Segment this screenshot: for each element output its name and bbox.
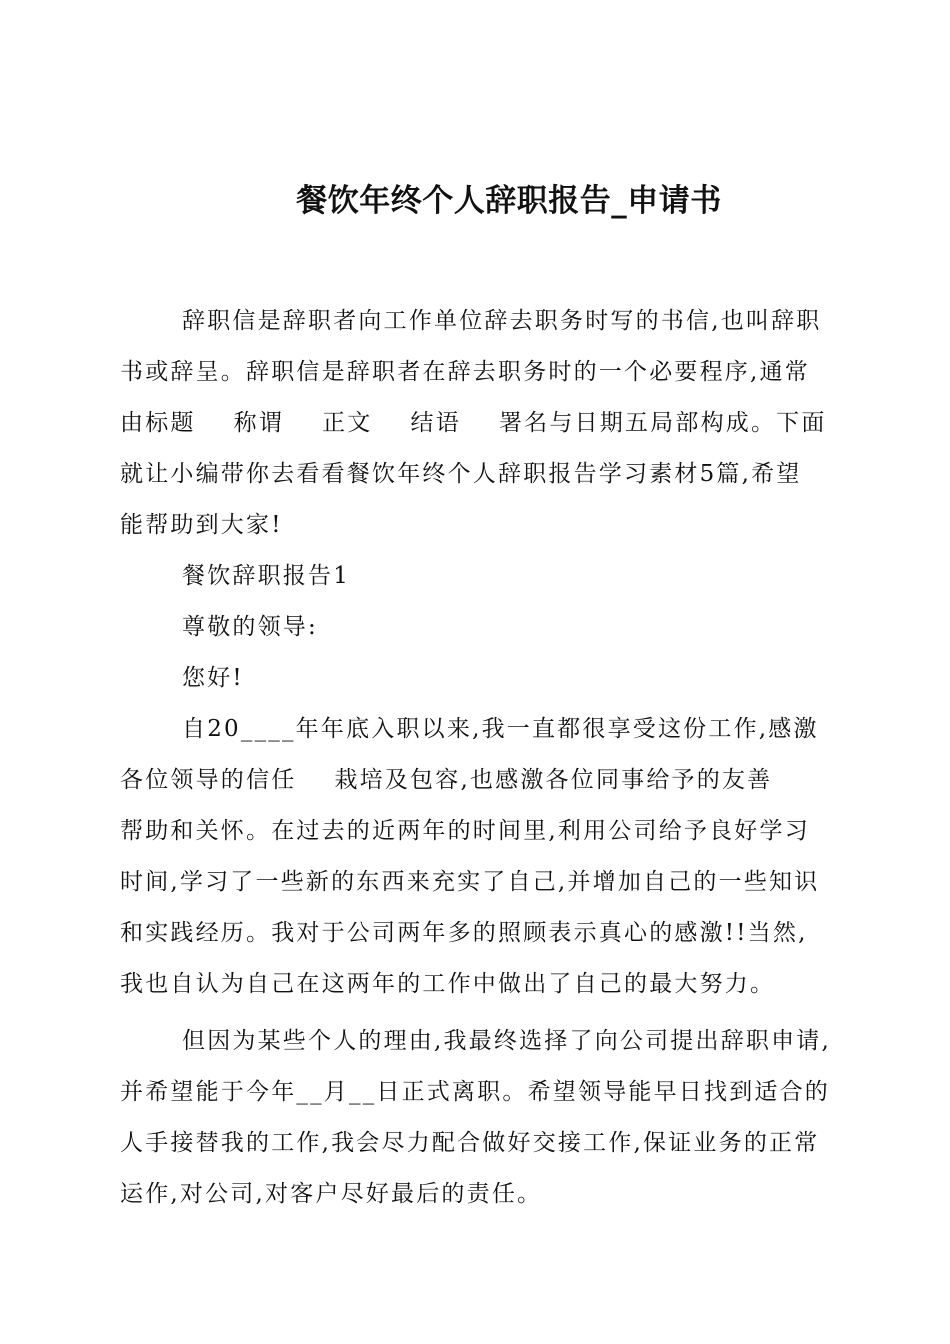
greeting: 您好! (182, 665, 244, 691)
paragraph-line: 和实践经历。我对于公司两年多的照顾表示真心的感激!!当然, (120, 920, 808, 946)
intro-line: 辞职信是辞职者向工作单位辞去职务时写的书信,也叫辞职 (182, 308, 822, 334)
document-body (120, 296, 836, 1220)
paragraph-line: 但因为某些个人的理由,我最终选择了向公司提出辞职申请, (182, 1028, 832, 1054)
paragraph-line: 人手接替我的工作,我会尽力配合做好交接工作,保证业务的正常 (120, 1130, 820, 1156)
intro-line: 书或辞呈。辞职信是辞职者在辞去职务时的一个必要程序,通常 (120, 359, 810, 385)
intro-paragraph (120, 296, 836, 551)
salutation: 尊敬的领导: (182, 614, 318, 640)
paragraph-line: 运作,对公司,对客户尽好最后的责任。 (120, 1181, 543, 1207)
intro-line: 就让小编带你去看看餐饮年终个人辞职报告学习素材5篇,希望 (120, 461, 802, 487)
paragraph-line: 帮助和关怀。在过去的近两年的时间里,利用公司给予良好学习 (120, 818, 810, 844)
document-title: 餐饮年终个人辞职报告_申请书 (296, 183, 722, 219)
intro-line: 能帮助到大家! (120, 512, 283, 538)
paragraph-2 (120, 1016, 836, 1220)
paragraph-line: 我也自认为自己在这两年的工作中做出了自己的最大努力。 (120, 971, 776, 997)
paragraph-line: 自20____年年底入职以来,我一直都很享受这份工作,感激 (182, 716, 819, 742)
intro-line: 由标题 称谓 正文 结语 署名与日期五局部构成。下面 (120, 410, 827, 436)
paragraph-1 (120, 704, 836, 1010)
section-heading: 餐饮辞职报告1 (182, 563, 351, 589)
paragraph-line: 并希望能于今年__月__日正式离职。希望领导能早日找到适合的 (120, 1079, 830, 1105)
paragraph-line: 时间,学习了一些新的东西来充实了自己,并增加自己的一些知识 (120, 869, 820, 895)
paragraph-line: 各位领导的信任 栽培及包容,也感激各位同事给予的友善 (120, 767, 773, 793)
